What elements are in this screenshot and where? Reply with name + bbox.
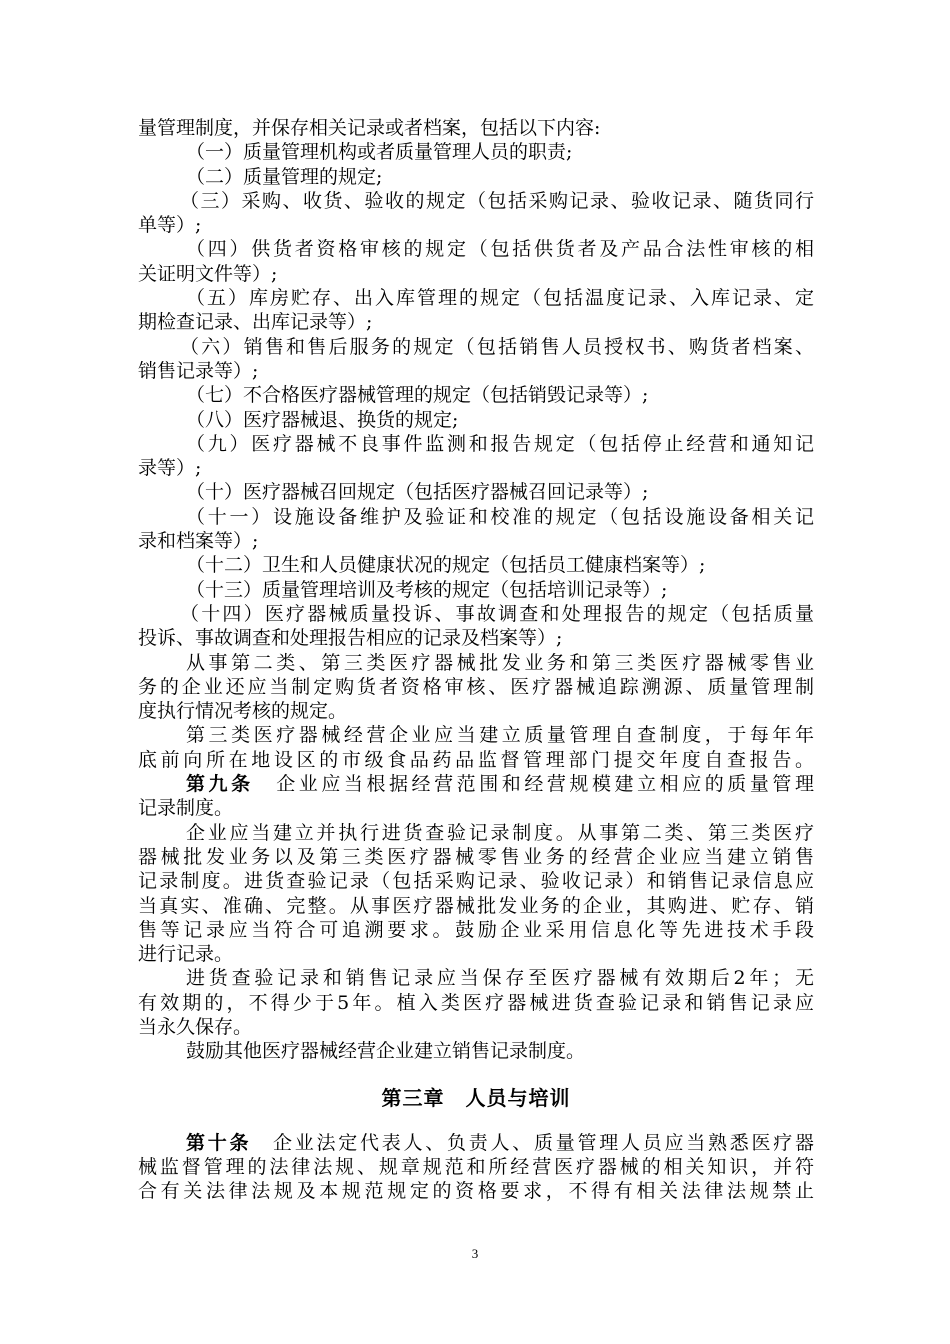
paragraph-line: 从事第二类、第三类医疗器械批发业务和第三类医疗器械零售业	[186, 651, 814, 674]
list-item: （二）质量管理的规定;	[186, 165, 383, 188]
text-line: 器械批发业务以及第三类医疗器械零售业务的经营企业应当建立销售	[138, 845, 814, 868]
text-line: 投诉、事故调查和处理报告相应的记录及档案等）;	[138, 627, 563, 650]
article-10-label: 第十条	[186, 1131, 252, 1154]
text-line: 录等）;	[138, 457, 202, 480]
list-item: （十一）设施设备维护及验证和校准的规定（包括设施设备相关记	[186, 505, 814, 528]
text-line: 单等）;	[138, 214, 202, 237]
paragraph-line: 第三类医疗器械经营企业应当建立质量管理自查制度，于每年年	[186, 724, 814, 747]
paragraph-line: 进货查验记录和销售记录应当保存至医疗器械有效期后2年；无	[186, 967, 814, 990]
text-line: 度执行情况考核的规定。	[138, 700, 348, 723]
list-item: （八）医疗器械退、换货的规定;	[186, 408, 459, 431]
text-line: 务的企业还应当制定购货者资格审核、医疗器械追踪溯源、质量管理制	[138, 675, 814, 698]
text-line: 有效期的，不得少于5年。植入类医疗器械进货查验记录和销售记录应	[138, 991, 814, 1014]
paragraph-line: 企业应当建立并执行进货查验记录制度。从事第二类、第三类医疗	[186, 821, 814, 844]
list-item: （六）销售和售后服务的规定（包括销售人员授权书、购货者档案、	[180, 335, 814, 358]
text-line: 销售记录等）;	[138, 359, 259, 382]
list-item: （十二）卫生和人员健康状况的规定（包括员工健康档案等）;	[186, 554, 706, 577]
text-line: 械监督管理的法律法规、规章规范和所经营医疗器械的相关知识，并符	[138, 1155, 814, 1178]
list-item: （七）不合格医疗器械管理的规定（包括销毁记录等）;	[186, 384, 649, 407]
text-line: 进行记录。	[138, 943, 234, 966]
text-line: 底前向所在地设区的市级食品药品监督管理部门提交年度自查报告。	[138, 748, 814, 771]
text-line: 记录制度。	[138, 797, 234, 820]
text-line: 录和档案等）;	[138, 530, 259, 553]
list-item: （一）质量管理机构或者质量管理人员的职责;	[186, 141, 573, 164]
article-10-line	[138, 1131, 814, 1155]
article-9-line	[138, 772, 814, 796]
list-item: （三）采购、收货、验收的规定（包括采购记录、验收记录、随货同行	[180, 189, 814, 212]
list-item: （十三）质量管理培训及考核的规定（包括培训记录等）;	[186, 578, 668, 601]
list-item: （五）库房贮存、出入库管理的规定（包括温度记录、入库记录、定	[186, 287, 814, 310]
chapter-title: 第三章 人员与培训	[381, 1085, 571, 1110]
text-line: 当真实、准确、完整。从事医疗器械批发业务的企业，其购进、贮存、销	[138, 894, 814, 917]
text-line: 售等记录应当符合可追溯要求。鼓励企业采用信息化等先进技术手段	[138, 918, 814, 941]
article-10-text: 企业法定代表人、负责人、质量管理人员应当熟悉医疗器	[273, 1131, 814, 1154]
list-item: （十四）医疗器械质量投诉、事故调查和处理报告的规定（包括质量	[180, 602, 814, 625]
article-9-text: 企业应当根据经营范围和经营规模建立相应的质量管理	[276, 773, 814, 796]
text-line: 关证明文件等）;	[138, 262, 278, 285]
paragraph-line: 鼓励其他医疗器械经营企业建立销售记录制度。	[186, 1040, 586, 1063]
list-item: （十）医疗器械召回规定（包括医疗器械召回记录等）;	[186, 481, 649, 504]
article-9-label: 第九条	[186, 773, 254, 796]
list-item: （九）医疗器械不良事件监测和报告规定（包括停止经营和通知记	[186, 432, 814, 455]
text-line: 量管理制度，并保存相关记录或者档案，包括以下内容:	[138, 117, 601, 139]
document-body	[138, 116, 814, 1203]
text-line: 当永久保存。	[138, 1015, 253, 1038]
text-line: 期检查记录、出库记录等）;	[138, 311, 373, 334]
text-line: 合有关法律法规及本规范规定的资格要求，不得有相关法律法规禁止	[138, 1180, 814, 1203]
list-item: （四）供货者资格审核的规定（包括供货者及产品合法性审核的相	[186, 238, 814, 261]
page-number: 3	[471, 1246, 479, 1261]
text-line: 记录制度。进货查验记录（包括采购记录、验收记录）和销售记录信息应	[138, 870, 814, 893]
